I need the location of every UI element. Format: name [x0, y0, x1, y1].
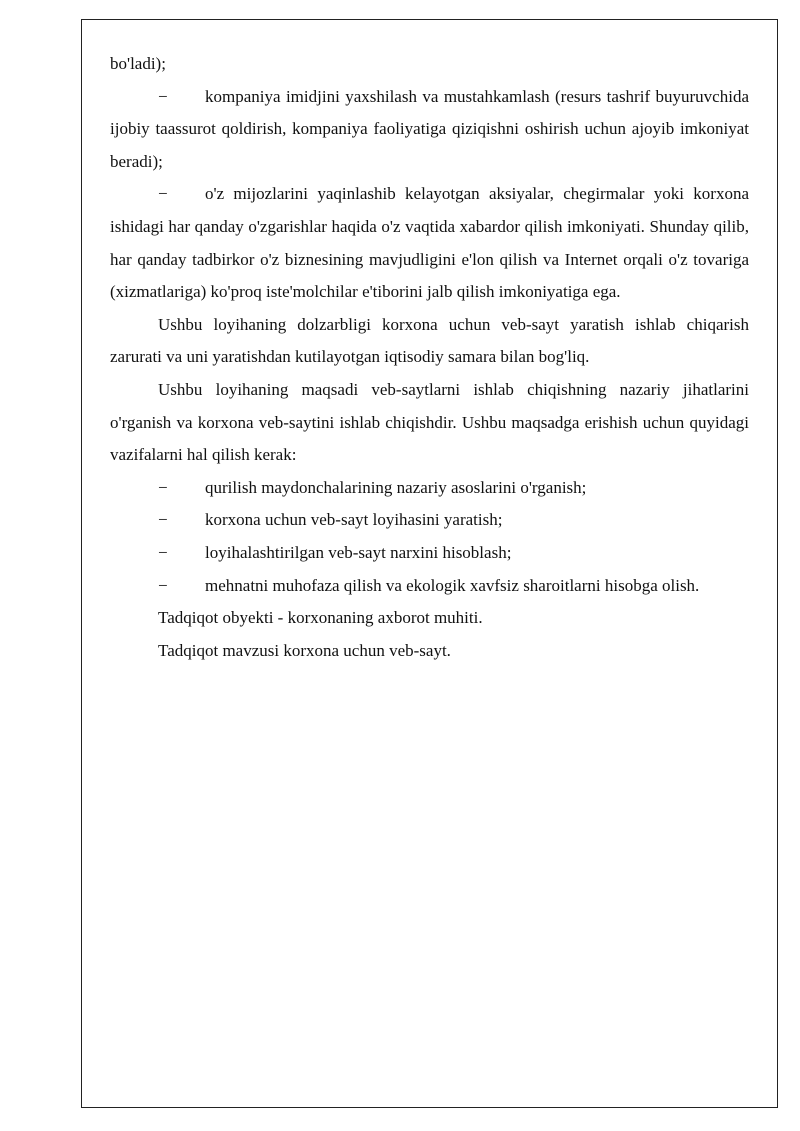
paragraph-goal: Ushbu loyihaning maqsadi veb-saytlarni ishlab chiqishning nazariy jihatlarini o'rganish va korxona veb-saytini ishlab chiqishdir. Ushbu maqsadga erishish uchun quyidagi vazifalarni hal qilish kerak: [110, 379, 749, 465]
list-item-task-4 [110, 570, 749, 603]
paragraph-research-subject: Tadqiqot mavzusi korxona uchun veb-sayt. [158, 640, 451, 660]
list-item-company-image [110, 81, 749, 179]
paragraph-research-object: Tadqiqot obyekti - korxonaning axborot muhiti. [158, 608, 483, 628]
list-item-text: mehnatni muhofaza qilish va ekologik xavfsiz sharoitlarni hisobga olish. [205, 575, 700, 595]
dash-bullet: − [158, 575, 168, 595]
list-item-text: qurilish maydonchalarining nazariy asoslarini o'rganish; [205, 477, 587, 497]
dash-bullet: − [158, 510, 168, 530]
document-body [110, 48, 749, 667]
list-item-text: kompaniya imidjini yaxshilash va mustahkamlash (resurs tashrif buyuruvchida ijobiy taassurot qoldirish, kompaniya faoliyatiga qiziqishni oshirish uchun ajoyib imkoniyat beradi); [110, 86, 749, 171]
paragraph-relevance: Ushbu loyihaning dolzarbligi korxona uchun veb-sayt yaratish ishlab chiqarish zarurati va uni yaratishdan kutilayotgan iqtisodiy samara bilan bog'liq. [110, 314, 749, 367]
dash-bullet: − [158, 184, 168, 204]
dash-bullet: − [158, 477, 168, 497]
list-item-task-2 [110, 504, 749, 537]
dash-bullet: − [158, 542, 168, 562]
list-item-task-1 [110, 472, 749, 505]
list-item-text: o'z mijozlarini yaqinlashib kelayotgan aksiyalar, chegirmalar yoki korxona ishidagi har qanday o'zgarishlar haqida o'z vaqtida xabardor qilish imkoniyati. Shunday qilib, har qanday tadbirkor o'z biznesining mavjudligini e'lon qilish va Internet orqali o'z tovariga (xizmatlariga) ko'proq iste'molchilar e'tiborini jalb qilish imkoniyatiga ega. [110, 184, 749, 302]
paragraph-continuation: bo'ladi); [110, 54, 166, 73]
list-item-text: korxona uchun veb-sayt loyihasini yaratish; [205, 510, 503, 530]
list-item-client-notify [110, 178, 749, 308]
list-item-text: loyihalashtirilgan veb-sayt narxini hisoblash; [205, 542, 512, 562]
list-item-task-3 [110, 537, 749, 570]
dash-bullet: − [158, 86, 168, 106]
